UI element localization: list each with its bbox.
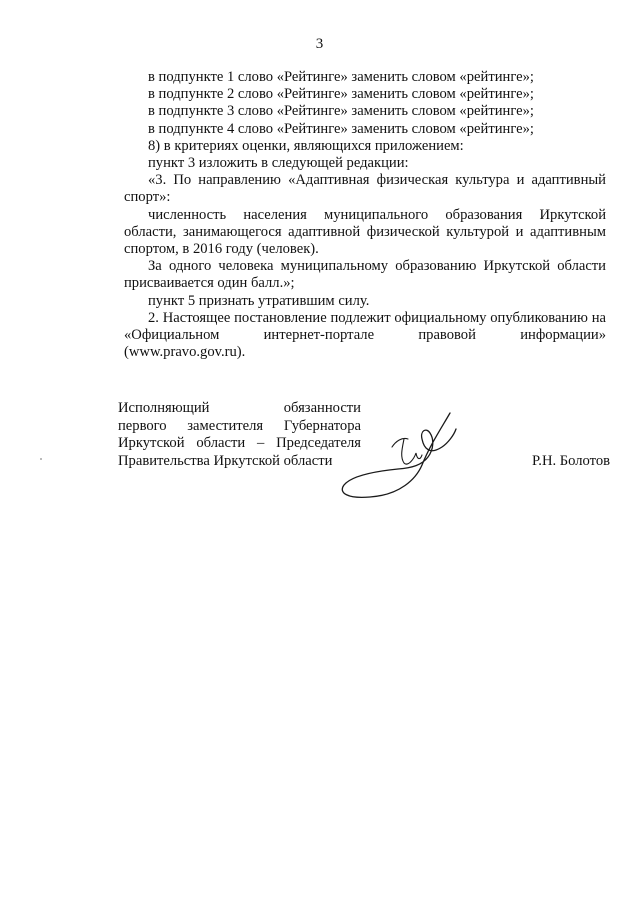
paragraph-point-5: пункт 5 признать утратившим силу.	[148, 292, 370, 309]
margin-mark	[40, 458, 42, 460]
paragraph-subitem-2: в подпункте 2 слово «Рейтинге» заменить словом «рейтинге»;	[148, 86, 534, 103]
paragraph-subitem-1: в подпункте 1 слово «Рейтинге» заменить словом «рейтинге»;	[148, 69, 534, 85]
document-body	[124, 69, 606, 361]
signer-title-line: Иркутской области – Председателя	[118, 435, 361, 451]
paragraph-point-3-intro: пункт 3 изложить в следующей редакции:	[148, 155, 409, 172]
signer-name: Р.Н. Болотов	[532, 453, 611, 469]
paragraph-scoring: За одного человека муниципальному образованию Иркутской области присваивается один балл.»;	[124, 258, 606, 292]
paragraph-point-3-heading: «3. По направлению «Адаптивная физическая культура и адаптивный спорт»:	[124, 172, 606, 206]
page-number: 3	[315, 36, 324, 52]
paragraph-subitem-3: в подпункте 3 слово «Рейтинге» заменить словом «рейтинге»;	[148, 103, 534, 120]
signer-title-line: Исполняющий обязанности	[118, 400, 361, 416]
paragraph-criterion: численность населения муниципального образования Иркутской области, занимающегося адаптивной физической культурой и адаптивным спортом, в 2016 году (человек).	[124, 206, 606, 258]
signer-title-line: первого заместителя Губернатора	[118, 417, 361, 434]
paragraph-item-8: 8) в критериях оценки, являющихся приложением:	[148, 137, 464, 154]
handwritten-signature	[330, 405, 470, 505]
paragraph-publication: 2. Настоящее постановление подлежит официальному опубликованию на «Официальном интернет-портале правовой информации» (www.pravo.gov.ru).	[124, 309, 606, 361]
signer-title-line: Правительства Иркутской области	[118, 452, 333, 469]
paragraph-subitem-4: в подпункте 4 слово «Рейтинге» заменить словом «рейтинге»;	[148, 120, 534, 137]
signer-title	[118, 400, 361, 470]
